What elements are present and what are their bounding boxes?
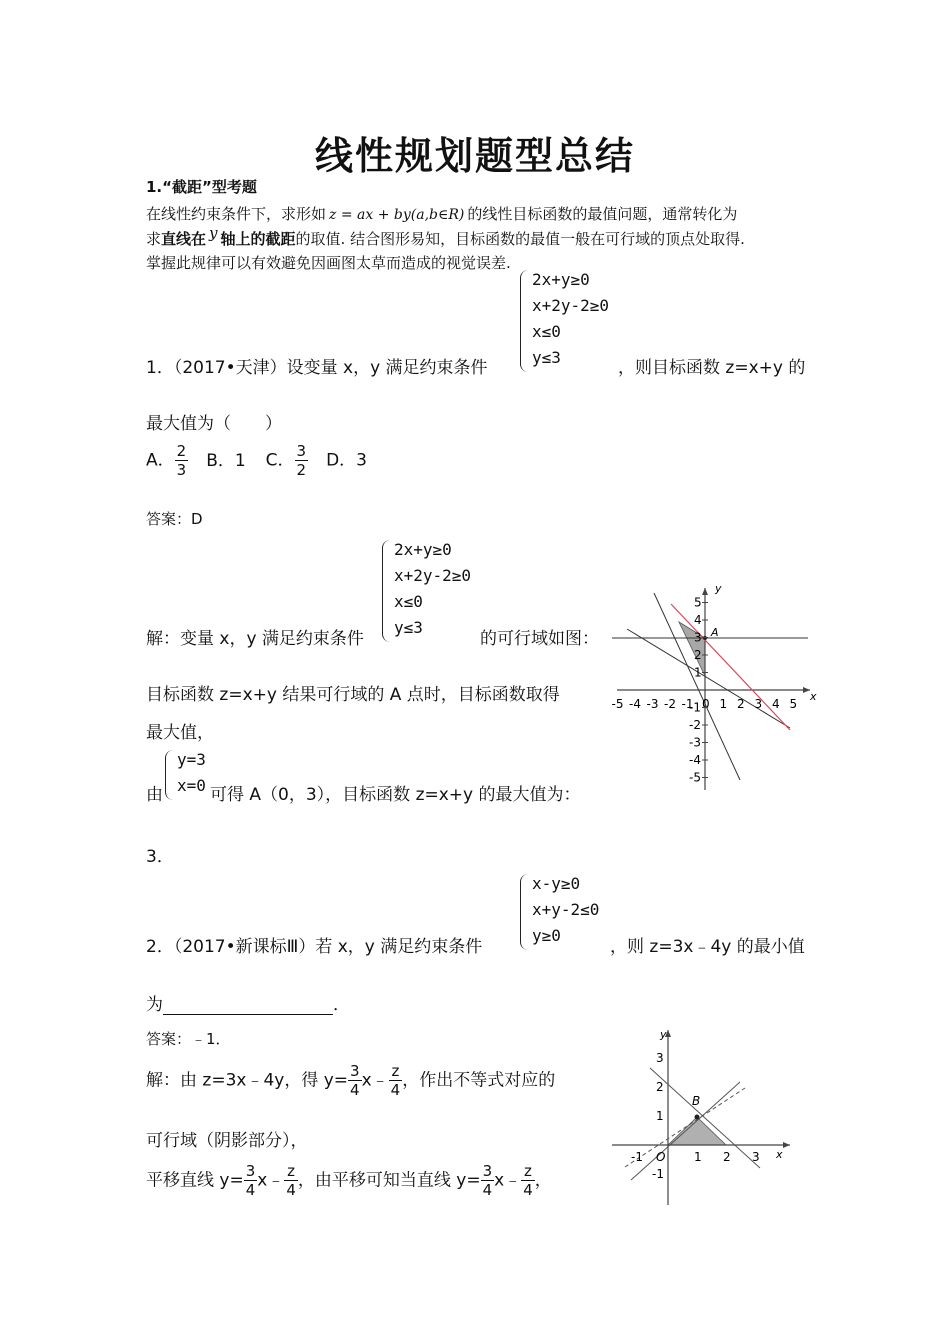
constraint: x+y-2≤0 <box>532 900 600 919</box>
q2-stem-cont: ，则 z=3x﹣4y 的最小值 <box>610 937 805 957</box>
q1-solution-line: 目标函数 z=x+y 结果可行域的 A 点时，目标函数取得 <box>146 685 560 705</box>
fraction <box>481 1162 495 1199</box>
intro-text: 的线性目标函数的最值问题，通常转化为 <box>467 205 738 223</box>
constraint: 2x+y≥0 <box>532 270 590 289</box>
y-tick-label: 2 <box>694 648 702 662</box>
y-tick-label: 3 <box>694 630 702 645</box>
section-heading: 1.“截距”型考题 <box>146 178 257 196</box>
q1-solution-system <box>382 540 492 642</box>
q1-stem-end: 最大值为（ ） <box>146 414 282 434</box>
q1-solution-line: 解：变量 x，y 满足约束条件 <box>146 629 364 649</box>
q2-answer: 答案：﹣1． <box>146 1030 231 1048</box>
q1-solution-line: 最大值， <box>146 723 214 743</box>
x-tick-label: -1 <box>631 1150 643 1164</box>
y-tick-label: 2 <box>656 1080 664 1094</box>
y-tick-label: 4 <box>694 613 702 627</box>
q1-constraint-system <box>520 270 630 372</box>
point-a-label: A <box>711 626 719 639</box>
fraction <box>389 1062 403 1099</box>
x-tick-label: 4 <box>772 697 780 711</box>
intro-bold: 直线在 <box>161 230 207 248</box>
y-tick-label: -2 <box>689 718 701 732</box>
den: 4 <box>286 1181 296 1199</box>
den: 4 <box>523 1181 533 1199</box>
fraction <box>348 1062 362 1099</box>
constraint: x+2y-2≥0 <box>394 566 472 585</box>
answer-blank <box>163 998 333 1015</box>
y-tick-label: -3 <box>689 735 701 750</box>
q2-stem-end <box>146 990 350 1015</box>
text: 平移直线 y= <box>146 1170 244 1191</box>
graph-1 <box>605 580 820 795</box>
x-tick-label: 2 <box>723 1150 731 1164</box>
text: ， <box>534 1170 552 1191</box>
text: x﹣ <box>494 1170 522 1191</box>
intro-y: y <box>209 224 218 242</box>
intro-line-3: 掌握此规律可以有效避免因画图太草而造成的视觉误差. <box>146 254 511 272</box>
x-tick-label: -4 <box>629 697 641 711</box>
q1-options <box>146 442 367 479</box>
constraint: y≥0 <box>532 926 561 945</box>
y-tick-label: 1 <box>656 1109 664 1123</box>
q2-stem: 2．（2017•新课标Ⅲ）若 x，y 满足约束条件 <box>146 937 483 957</box>
x-tick-label: 0 <box>702 697 710 711</box>
page-title: 线性规划题型总结 <box>314 134 635 178</box>
x-tick-label: -5 <box>611 697 624 711</box>
num: 3 <box>245 1162 256 1180</box>
intro-bold: 轴上的截距 <box>220 230 296 248</box>
equation: y=3 <box>177 750 206 769</box>
y-tick-label: 1 <box>694 665 702 680</box>
x-tick-label: -2 <box>664 697 676 711</box>
equation: x=0 <box>177 776 206 795</box>
intro-formula: z = ax + by(a,b∈R) <box>329 207 465 223</box>
constraint: x≤0 <box>532 322 561 341</box>
num: 3 <box>296 442 307 460</box>
y-tick-label: -1 <box>652 1167 664 1181</box>
y-tick-label: -5 <box>689 770 701 785</box>
text: 为 <box>146 995 163 1015</box>
option-d: D．3 <box>326 450 367 471</box>
constraint: x-y≥0 <box>532 874 581 893</box>
fraction <box>284 1162 298 1199</box>
x-axis-label: x <box>810 690 817 703</box>
den: 3 <box>176 461 187 479</box>
x-tick-label: 3 <box>754 697 763 711</box>
fraction <box>521 1162 535 1199</box>
num: z <box>389 1062 403 1081</box>
y-tick-label: -4 <box>689 753 701 767</box>
y-tick-label: 3 <box>656 1051 664 1065</box>
constraint: y≤3 <box>394 618 423 637</box>
graph-2 <box>608 1025 798 1210</box>
den: 4 <box>482 1181 493 1199</box>
text: x﹣ <box>361 1070 389 1091</box>
y-tick-label: -1 <box>689 700 701 715</box>
brace <box>520 270 529 372</box>
num: 3 <box>482 1162 493 1180</box>
x-tick-label: -1 <box>681 697 694 711</box>
intro-line-1 <box>146 203 737 224</box>
origin-label: O <box>656 1150 666 1164</box>
intro-text: 的取值. 结合图形易知，目标函数的最值一般在可行域的顶点处取得. <box>295 230 745 248</box>
text: ，作出不等式对应的 <box>402 1070 556 1091</box>
x-tick-label: -3 <box>646 697 659 711</box>
fraction-c <box>295 442 309 479</box>
constraint: y≤3 <box>532 348 561 367</box>
x-tick-label: 1 <box>694 1150 702 1164</box>
den: 4 <box>350 1081 360 1099</box>
x-tick-label: 1 <box>719 697 728 711</box>
option-b: B．1 <box>206 450 246 471</box>
y-tick-label: 5 <box>694 595 702 610</box>
fraction-a <box>175 442 189 479</box>
den: 4 <box>390 1081 401 1099</box>
q1-solution-pre: 由 <box>146 785 163 805</box>
text: ，由平移可知当直线 y= <box>297 1170 481 1191</box>
x-tick-label: 3 <box>752 1150 760 1164</box>
option-c: C． <box>265 450 295 471</box>
q1-solution-line: 可得 A（0，3），目标函数 z=x+y 的最大值为： <box>210 785 581 805</box>
den: 4 <box>245 1181 256 1199</box>
q1-solution-line: 的可行域如图： <box>480 629 599 649</box>
q1-stem: 1．（2017•天津）设变量 x，y 满足约束条件 <box>146 358 488 378</box>
num: 3 <box>350 1062 360 1080</box>
intro-line-2 <box>146 224 745 249</box>
y-axis-label: y <box>660 1028 667 1041</box>
intro-text: 求 <box>146 230 162 248</box>
text: 解：由 z=3x﹣4y，得 y= <box>146 1070 349 1091</box>
y-axis-arrow <box>702 588 708 595</box>
constraint: 2x+y≥0 <box>394 540 452 559</box>
q2-solution-line-1 <box>146 1062 555 1099</box>
text: x﹣ <box>257 1170 285 1191</box>
num: 2 <box>176 442 187 460</box>
x-axis-arrow <box>803 687 810 693</box>
point-b-label: B <box>692 1094 701 1108</box>
brace <box>382 540 391 642</box>
q1-solution-line: 3． <box>146 847 174 867</box>
q2-solution-line-2: 可行域（阴影部分）， <box>146 1131 308 1151</box>
option-a: A． <box>146 450 175 471</box>
q1-answer: 答案：D <box>146 510 203 528</box>
point-b <box>695 1115 700 1120</box>
den: 2 <box>296 461 307 479</box>
q1-stem-cont: ，则目标函数 z=x+y 的 <box>618 358 806 378</box>
brace <box>165 750 174 800</box>
x-axis-label: x <box>776 1148 783 1161</box>
intro-text: 在线性约束条件下，求形如 <box>146 205 327 223</box>
q2-solution-line-3 <box>146 1162 552 1199</box>
num: z <box>284 1162 298 1181</box>
constraint: x≤0 <box>394 592 423 611</box>
brace <box>520 874 529 950</box>
line-x-plus-y <box>650 1068 760 1168</box>
constraint: x+2y-2≥0 <box>532 296 610 315</box>
x-axis-arrow <box>783 1142 790 1148</box>
x-tick-label: 5 <box>789 697 798 711</box>
text: ． <box>333 995 350 1015</box>
fraction <box>244 1162 258 1199</box>
y-axis-label: y <box>715 582 722 595</box>
num: z <box>521 1162 535 1181</box>
line-x-minus-y <box>631 1082 740 1180</box>
x-tick-label: 2 <box>737 697 745 711</box>
